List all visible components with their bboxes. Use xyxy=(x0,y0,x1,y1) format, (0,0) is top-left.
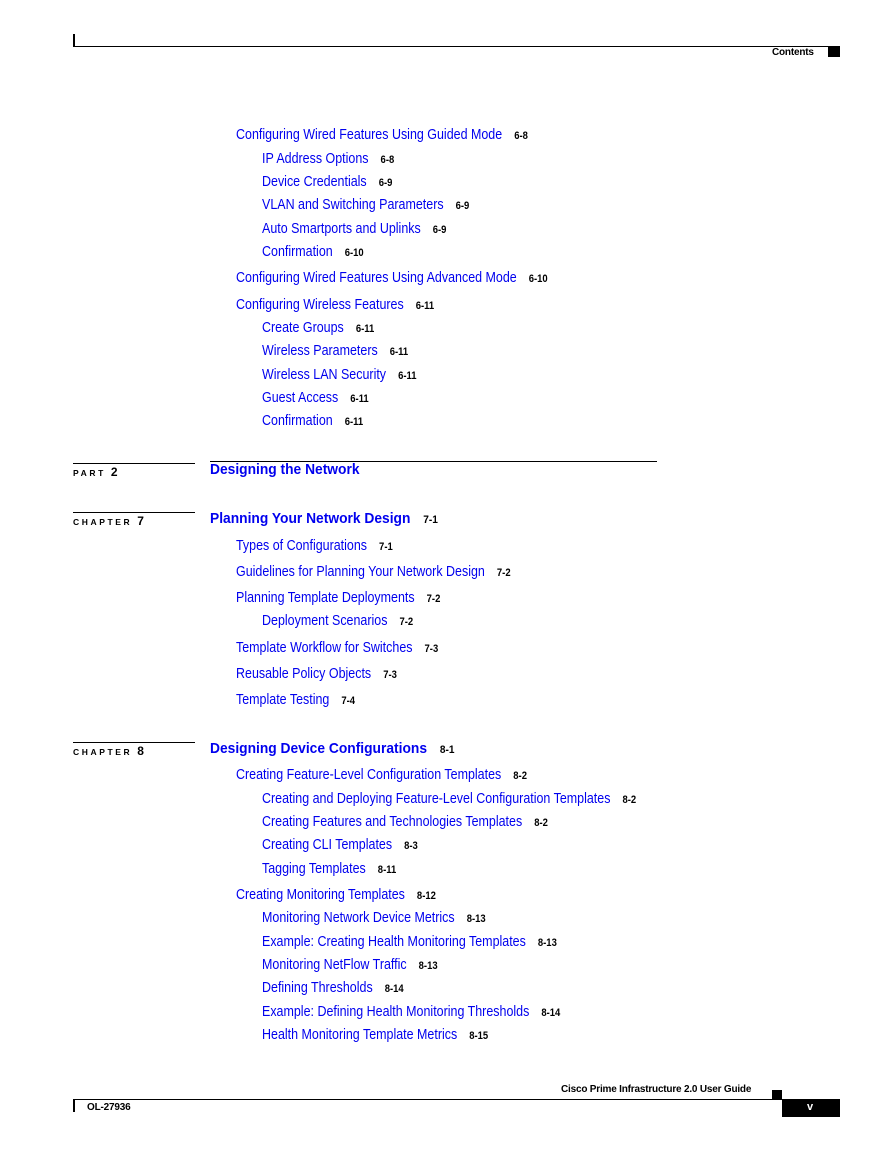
toc-entry[interactable] xyxy=(262,836,418,855)
toc-page-number: 6-11 xyxy=(415,300,435,312)
toc-link[interactable]: Wireless LAN Security xyxy=(262,367,387,383)
toc-link[interactable]: Creating Feature-Level Configuration Templates xyxy=(236,767,502,783)
footer-page-number: v xyxy=(807,1101,813,1113)
toc-entry[interactable] xyxy=(262,813,548,832)
toc-entry[interactable] xyxy=(262,342,408,361)
toc-entry[interactable] xyxy=(262,319,374,338)
part-number: 2 xyxy=(110,465,118,479)
toc-page-number: 8-11 xyxy=(377,864,397,876)
toc-page-number: 6-11 xyxy=(344,416,364,428)
toc-link[interactable]: Creating Features and Technologies Templates xyxy=(262,814,523,830)
toc-page-number: 8-13 xyxy=(466,913,486,925)
toc-page-number: 8-2 xyxy=(534,817,548,829)
toc-entry[interactable] xyxy=(262,389,369,408)
toc-link[interactable]: Create Groups xyxy=(262,320,344,336)
toc-link[interactable]: Reusable Policy Objects xyxy=(236,666,372,682)
toc-page-number: 6-11 xyxy=(355,323,375,335)
toc-link[interactable]: VLAN and Switching Parameters xyxy=(262,197,444,213)
toc-link[interactable]: Guest Access xyxy=(262,390,339,406)
toc-page-number: 7-1 xyxy=(379,541,393,553)
toc-page-number: 6-11 xyxy=(350,393,369,405)
toc-link[interactable]: Confirmation xyxy=(262,244,333,260)
toc-page-number: 8-14 xyxy=(541,1007,561,1019)
chapter7-title[interactable] xyxy=(210,510,438,529)
toc-entry[interactable] xyxy=(236,766,527,785)
toc-entry[interactable] xyxy=(262,956,438,975)
toc-link[interactable]: Creating and Deploying Feature-Level Configuration Templates xyxy=(262,791,611,807)
toc-link[interactable]: IP Address Options xyxy=(262,151,369,167)
part-title[interactable] xyxy=(210,461,360,479)
toc-link[interactable]: Creating Monitoring Templates xyxy=(236,887,405,903)
toc-page-number: 7-2 xyxy=(496,567,511,579)
toc-page-number: 8-13 xyxy=(418,960,438,972)
footer-guide-title: Cisco Prime Infrastructure 2.0 User Guide xyxy=(561,1084,752,1095)
toc-entry[interactable] xyxy=(236,269,548,288)
toc-link[interactable]: Deployment Scenarios xyxy=(262,613,388,629)
toc-link[interactable]: Example: Creating Health Monitoring Templates xyxy=(262,934,526,950)
toc-link[interactable]: Monitoring Network Device Metrics xyxy=(262,910,455,926)
toc-page-number: 7-4 xyxy=(341,695,356,707)
toc-entry[interactable] xyxy=(262,243,364,262)
toc-page-number: 8-13 xyxy=(537,937,557,949)
chapter7-rule xyxy=(73,512,195,513)
toc-entry[interactable] xyxy=(262,150,394,169)
toc-entry[interactable] xyxy=(236,126,528,145)
toc-entry[interactable] xyxy=(262,1026,488,1045)
header-rule xyxy=(73,46,840,47)
toc-page-number: 6-11 xyxy=(398,370,417,382)
toc-page-number: 8-3 xyxy=(404,840,418,852)
toc-page-number: 6-11 xyxy=(389,346,409,358)
toc-link[interactable]: Device Credentials xyxy=(262,174,367,190)
footer-rule xyxy=(73,1099,840,1100)
toc-link[interactable]: Guidelines for Planning Your Network Design xyxy=(236,564,485,580)
toc-link[interactable]: Monitoring NetFlow Traffic xyxy=(262,957,407,973)
toc-entry[interactable] xyxy=(262,790,636,809)
toc-entry[interactable] xyxy=(262,366,417,385)
toc-link[interactable]: Creating CLI Templates xyxy=(262,837,393,853)
toc-entry[interactable] xyxy=(236,537,393,556)
chapter8-number: 8 xyxy=(137,744,144,758)
toc-page-number: 6-9 xyxy=(455,200,470,212)
toc-entry[interactable] xyxy=(262,933,557,952)
toc-page-number: 6-10 xyxy=(344,247,364,259)
header-marker xyxy=(828,47,840,57)
toc-link[interactable]: Example: Defining Health Monitoring Thresholds xyxy=(262,1004,530,1020)
toc-entry[interactable] xyxy=(262,979,404,998)
toc-entry[interactable] xyxy=(236,691,355,710)
toc-page-number: 6-10 xyxy=(528,273,548,285)
toc-page-number: 6-8 xyxy=(380,154,395,166)
chapter8-title-link[interactable]: Designing Device Configurations xyxy=(210,740,428,757)
toc-entry[interactable] xyxy=(236,296,434,315)
chapter8-label: CHAPTER 8 xyxy=(73,744,144,758)
toc-link[interactable]: Configuring Wired Features Using Guided Mode xyxy=(236,127,503,143)
toc-entry[interactable] xyxy=(262,196,469,215)
toc-link[interactable]: Types of Configurations xyxy=(236,538,368,554)
toc-page-number: 6-9 xyxy=(378,177,393,189)
toc-link[interactable]: Confirmation xyxy=(262,413,333,429)
footer-doc-id: OL-27936 xyxy=(87,1102,131,1113)
toc-entry[interactable] xyxy=(262,173,392,192)
toc-link[interactable]: Planning Template Deployments xyxy=(236,590,415,606)
toc-entry[interactable] xyxy=(262,412,363,431)
toc-entry[interactable] xyxy=(236,886,436,905)
toc-entry[interactable] xyxy=(262,1003,560,1022)
toc-link[interactable]: Template Workflow for Switches xyxy=(236,640,413,656)
part-rule-left xyxy=(73,463,195,464)
header-section-title: Contents xyxy=(772,47,814,58)
toc-link[interactable]: Template Testing xyxy=(236,692,330,708)
toc-link[interactable]: Configuring Wired Features Using Advanced Mode xyxy=(236,270,517,286)
toc-entry[interactable] xyxy=(262,909,486,928)
toc-entry[interactable] xyxy=(236,639,438,658)
toc-page-number: 6-8 xyxy=(514,130,528,142)
toc-link[interactable]: Configuring Wireless Features xyxy=(236,297,404,313)
part-label: PART 2 xyxy=(73,465,118,479)
toc-page-number: 8-15 xyxy=(469,1030,489,1042)
toc-entry[interactable] xyxy=(236,589,440,608)
chapter8-title[interactable] xyxy=(210,740,455,759)
toc-page-number: 8-2 xyxy=(622,794,637,806)
toc-entry[interactable] xyxy=(262,220,446,239)
toc-link[interactable]: Defining Thresholds xyxy=(262,980,373,996)
chapter8-rule xyxy=(73,742,195,743)
chapter7-title-link[interactable]: Planning Your Network Design xyxy=(210,510,411,527)
toc-page-number: 8-2 xyxy=(513,770,527,782)
toc-page-number: 8-12 xyxy=(416,890,436,902)
toc-page-number: 7-2 xyxy=(426,593,441,605)
toc-page-number: 8-1 xyxy=(439,744,455,756)
toc-link[interactable]: Wireless Parameters xyxy=(262,343,378,359)
toc-entry[interactable] xyxy=(262,612,413,631)
toc-page-number: 7-3 xyxy=(424,643,439,655)
footer-rule-vertical xyxy=(73,1099,75,1112)
toc-page-number: 6-9 xyxy=(432,224,447,236)
toc-page-number: 7-1 xyxy=(423,514,438,526)
toc-entry[interactable] xyxy=(236,563,511,582)
toc-link[interactable]: Tagging Templates xyxy=(262,861,366,877)
toc-entry[interactable] xyxy=(262,860,396,879)
toc-link[interactable]: Health Monitoring Template Metrics xyxy=(262,1027,458,1043)
part-title-link[interactable]: Designing the Network xyxy=(210,461,360,478)
toc-link[interactable]: Auto Smartports and Uplinks xyxy=(262,221,421,237)
chapter7-label: CHAPTER 7 xyxy=(73,514,144,528)
toc-page-number: 7-3 xyxy=(383,669,397,681)
toc-entry[interactable] xyxy=(236,665,397,684)
chapter7-number: 7 xyxy=(137,514,144,528)
toc-page-number: 8-14 xyxy=(384,983,404,995)
toc-page-number: 7-2 xyxy=(399,616,414,628)
